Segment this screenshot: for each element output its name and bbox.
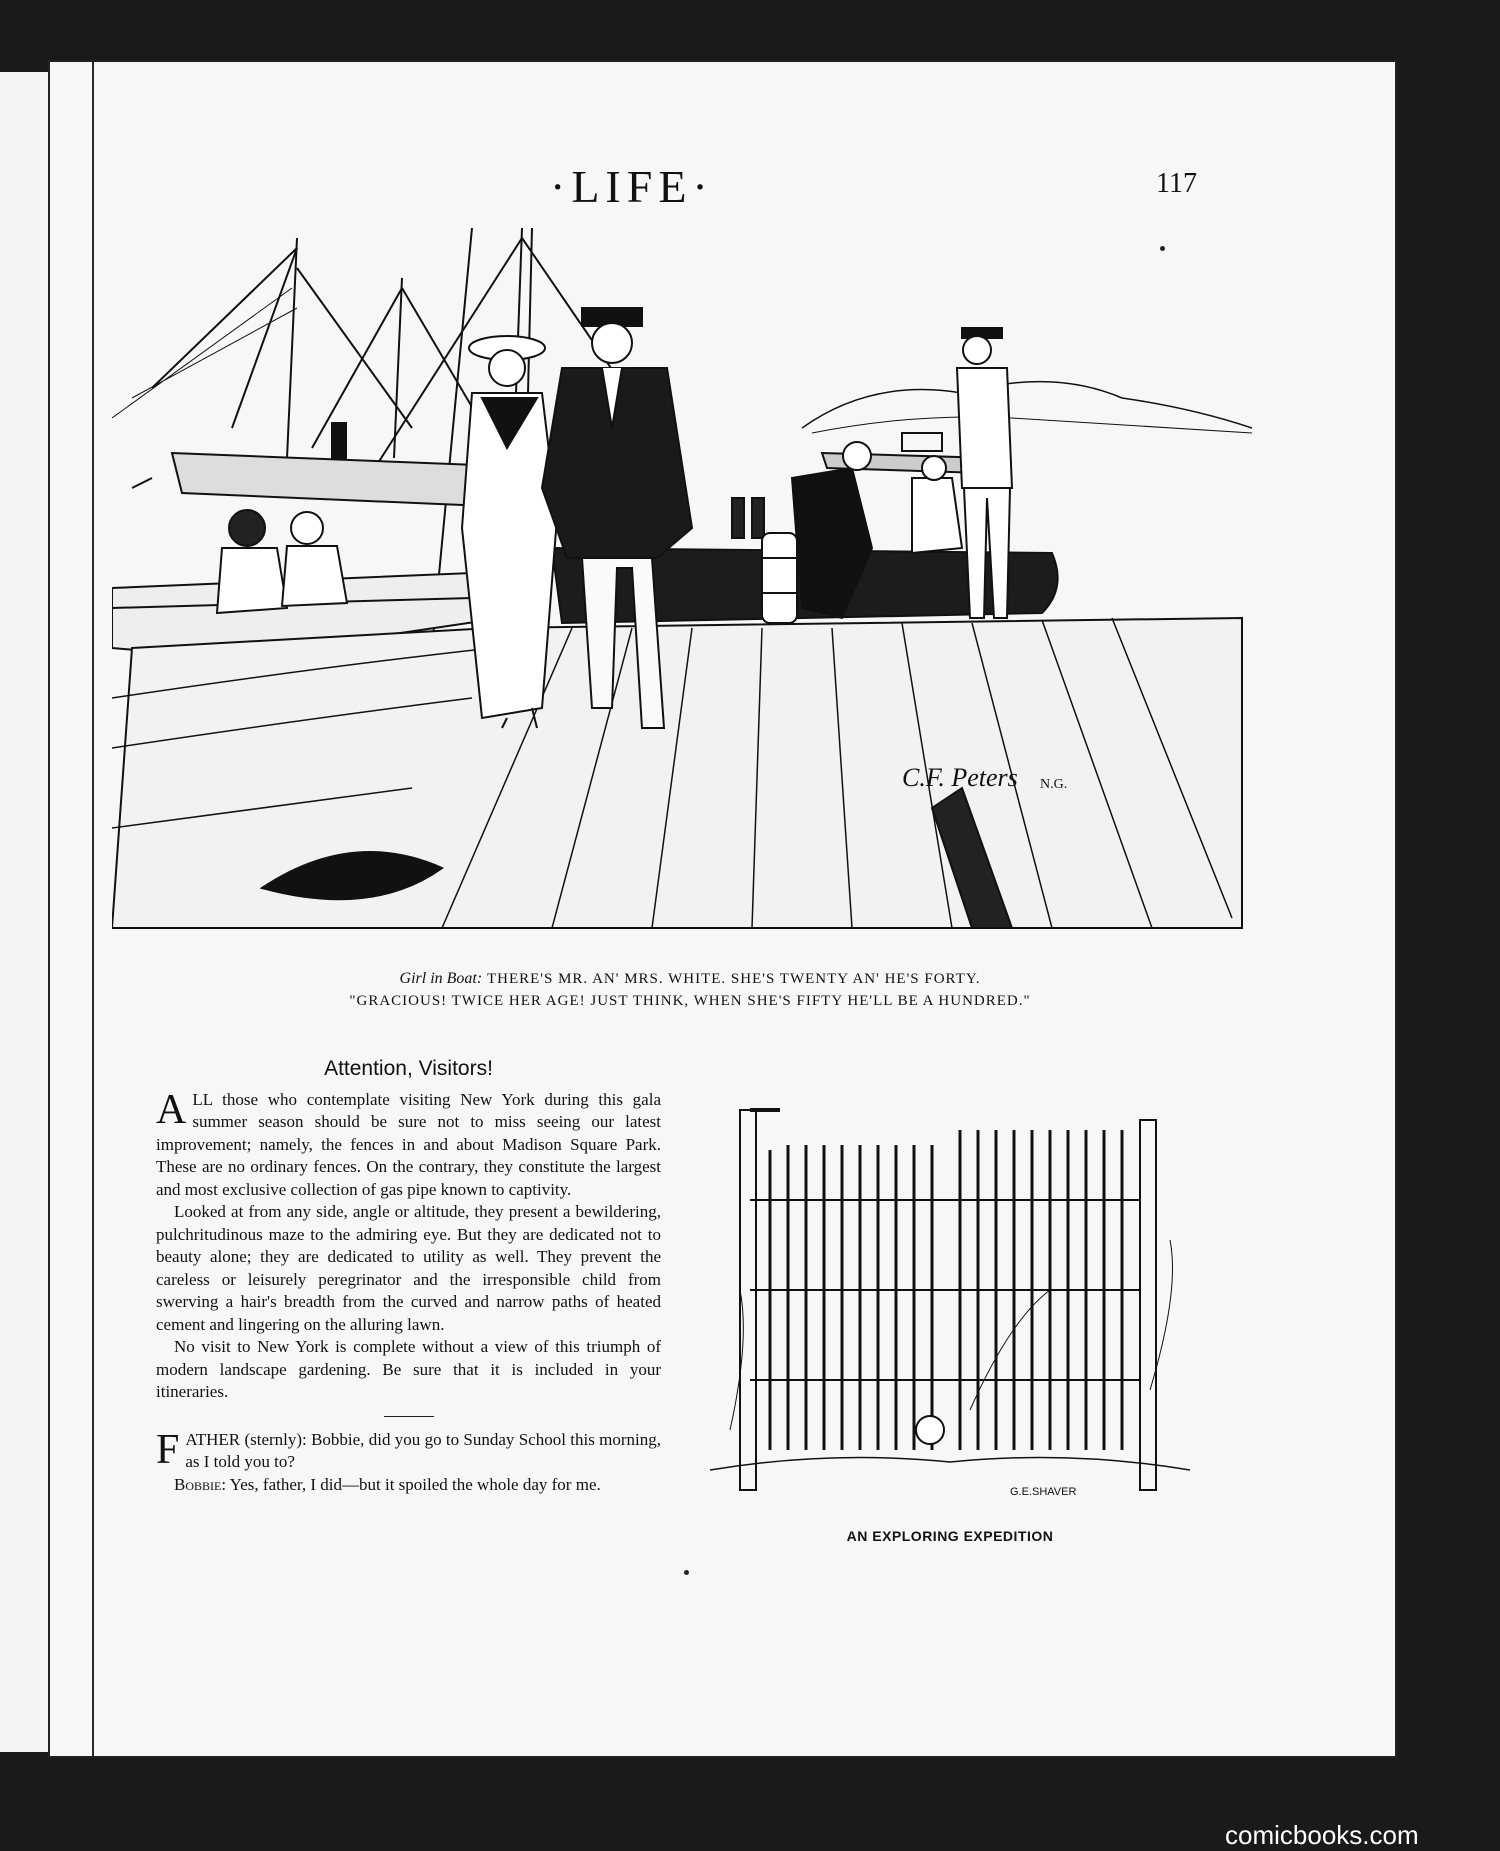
article-paragraph-1-text: LL those who contemplate visiting New York during this gala summer season should be sure not to miss seeing our latest improvement; namely, the fences in and about Madison Square Park. These are no ordinary fences. On the contrary, they constitute the largest and most exclusive collection of gas pipe known to captivity. [156,1089,661,1199]
gate-cartoon-illustration [710,1090,1190,1520]
joke-line-1-text: ATHER (sternly): Bobbie, did you go to Sunday School this morning, as I told you to? [185,1429,661,1471]
article-column [156,1058,661,1496]
article-paragraph-2: Looked at from any side, angle or altitude, they present a bewildering, pulchritudinous maze to the admiring eye. But they are dedicated not to beauty alone; they are dedicated to utility as well. They prevent the careless or leisurely peregrinator and the irresponsible child from swerving a hair's breadth from the curved and narrow paths of heated cement and lingering on the alluring lawn. [156,1202,661,1334]
article-paragraph-3: No visit to New York is complete without a view of this triumph of modern landscape gardening. Be sure that it is included in your itineraries. [156,1337,661,1401]
article-dropcap: A [156,1086,187,1133]
joke-line-1 [156,1426,661,1474]
section-divider [384,1416,434,1417]
joke-line-2 [156,1474,661,1497]
gate-cartoon-signature: G.E.SHAVER [1010,1486,1077,1498]
masthead: ·LIFE· [550,161,714,212]
main-cartoon-caption [140,968,1240,1012]
caption-line-2: "GRACIOUS! TWICE HER AGE! JUST THINK, WHEN SHE'S FIFTY HE'LL BE A HUNDRED." [349,993,1031,1009]
page-number: 117 [1156,168,1197,199]
caption-speaker: Girl in Boat: [399,970,483,987]
joke-speaker-2: Bobbie: [174,1474,227,1494]
printer-mark-bottom [684,1570,689,1575]
joke-line-2-text: Yes, father, I did—but it spoiled the whole day for me. [226,1474,601,1494]
article-paragraph-1 [156,1086,661,1202]
gate-cartoon-caption: AN EXPLORING EXPEDITION [846,1528,1054,1544]
article-title: Attention, Visitors! [324,1057,493,1080]
watermark: comicbooks.com [1225,1820,1419,1850]
main-cartoon-signature: C.F. Peters [902,763,1018,792]
joke-dropcap: F [156,1426,180,1473]
main-cartoon-signature-suffix: N.G. [1040,777,1068,792]
main-cartoon-illustration [112,228,1252,948]
caption-line-1: THERE'S MR. AN' MRS. WHITE. SHE'S TWENTY AN' HE'S FORTY. [486,971,981,987]
